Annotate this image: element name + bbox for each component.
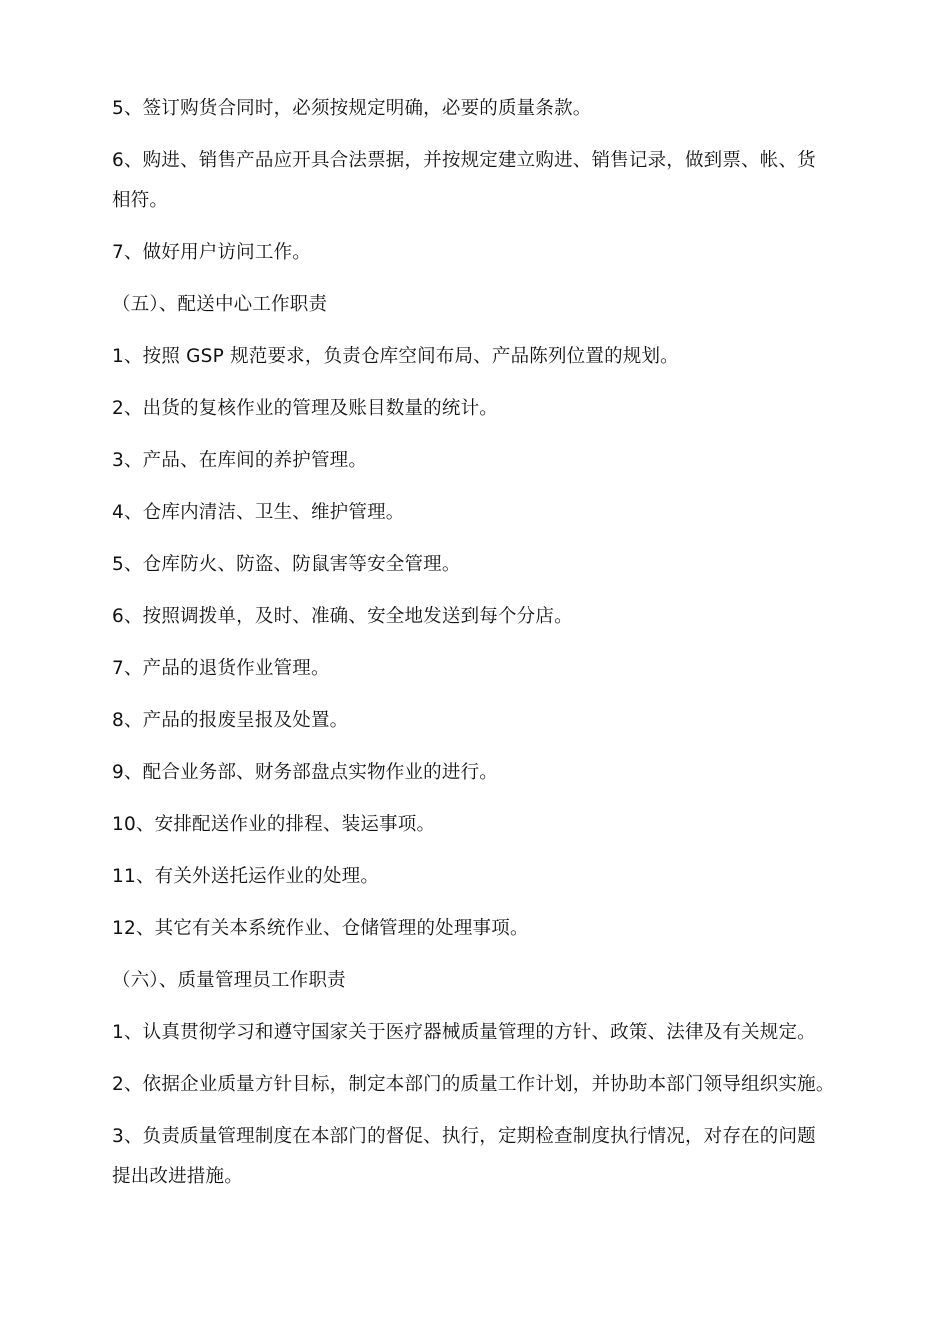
paragraph-line: 12、其它有关本系统作业、仓储管理的处理事项。 bbox=[112, 918, 529, 939]
paragraph-line: 10、安排配送作业的排程、装运事项。 bbox=[112, 814, 436, 835]
section-heading: （五）、配送中心工作职责 bbox=[112, 294, 328, 315]
paragraph-line: 6、按照调拨单，及时、准确、安全地发送到每个分店。 bbox=[112, 606, 573, 627]
paragraph-line: 3、负责质量管理制度在本部门的督促、执行，定期检查制度执行情况，对存在的问题 bbox=[112, 1126, 816, 1147]
paragraph-line: 相符。 bbox=[112, 190, 169, 211]
paragraph-line: 1、按照 GSP 规范要求，负责仓库空间布局、产品陈列位置的规划。 bbox=[112, 346, 679, 367]
paragraph-line: 3、产品、在库间的养护管理。 bbox=[112, 450, 368, 471]
paragraph-line: 4、仓库内清洁、卫生、维护管理。 bbox=[112, 502, 405, 523]
paragraph-line: 5、仓库防火、防盗、防鼠害等安全管理。 bbox=[112, 554, 461, 575]
paragraph-line: 9、配合业务部、财务部盘点实物作业的进行。 bbox=[112, 762, 498, 783]
paragraph-line: 8、产品的报废呈报及处置。 bbox=[112, 710, 349, 731]
paragraph-line: 2、出货的复核作业的管理及账目数量的统计。 bbox=[112, 398, 498, 419]
section-heading: （六）、质量管理员工作职责 bbox=[112, 970, 346, 991]
paragraph-line: 11、有关外送托运作业的处理。 bbox=[112, 866, 380, 887]
paragraph-line: 2、依据企业质量方针目标，制定本部门的质量工作计划，并协助本部门领导组织实施。 bbox=[112, 1074, 835, 1095]
paragraph-line: 5、签订购货合同时，必须按规定明确，必要的质量条款。 bbox=[112, 98, 592, 119]
paragraph-line: 7、产品的退货作业管理。 bbox=[112, 658, 330, 679]
paragraph-line: 7、做好用户访问工作。 bbox=[112, 242, 311, 263]
paragraph-line: 6、购进、销售产品应开具合法票据，并按规定建立购进、销售记录，做到票、帐、货 bbox=[112, 150, 816, 171]
paragraph-line: 提出改进措施。 bbox=[112, 1166, 243, 1187]
paragraph-line: 1、认真贯彻学习和遵守国家关于医疗器械质量管理的方针、政策、法律及有关规定。 bbox=[112, 1022, 816, 1043]
